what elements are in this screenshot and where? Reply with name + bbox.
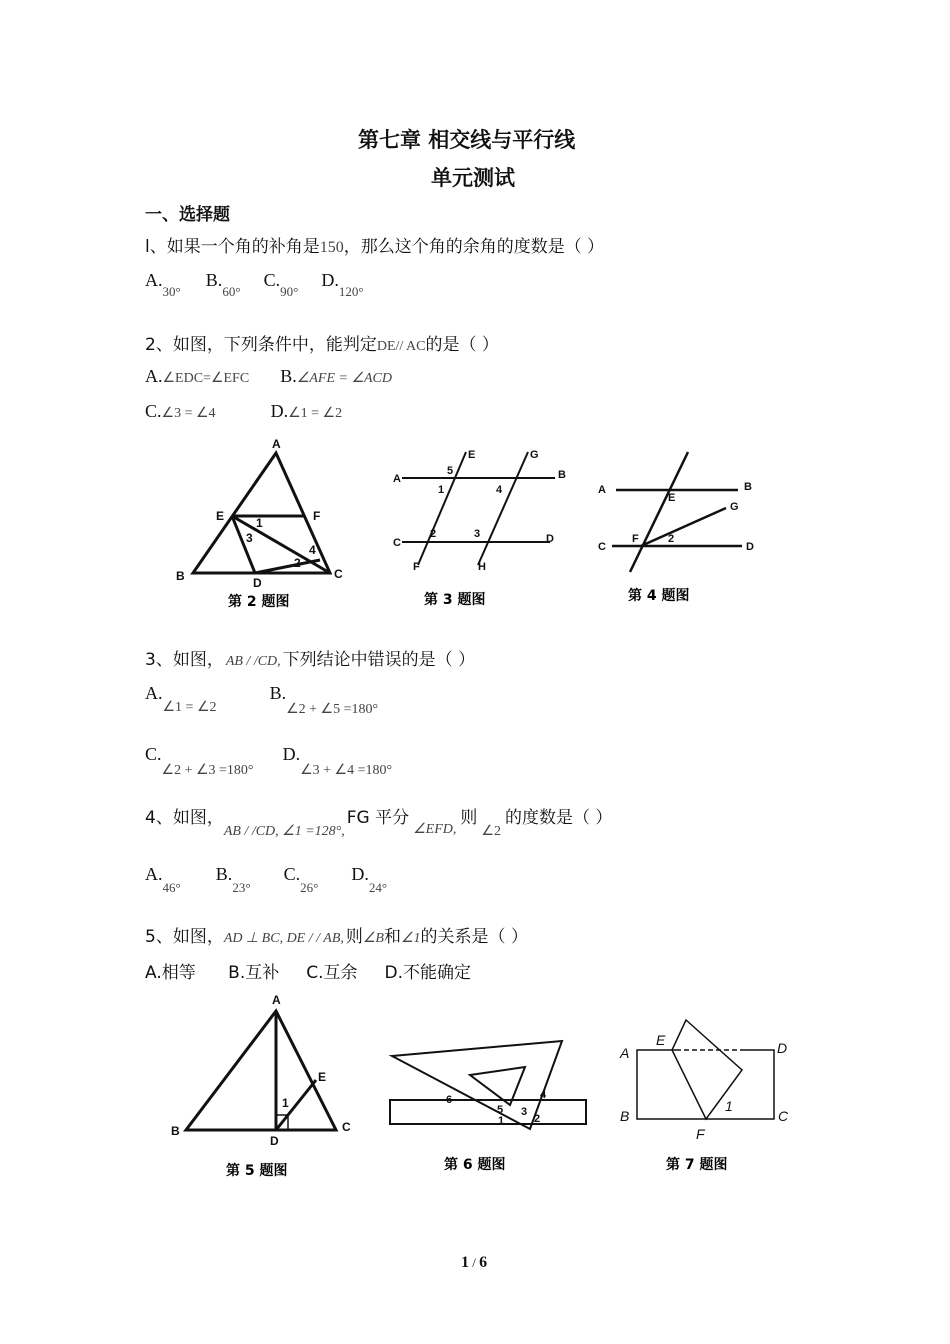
q3-opt-d-label: D. bbox=[282, 744, 301, 764]
fig7-rectangle bbox=[637, 1050, 774, 1119]
fig2-label-b: B bbox=[176, 569, 185, 583]
fig7-label-d: D bbox=[777, 1040, 788, 1056]
q3-opt-b-label: B. bbox=[269, 683, 287, 703]
q4-opt-b: 23° bbox=[232, 880, 251, 895]
fig2-label-e: E bbox=[216, 509, 225, 523]
fig4-label-c: C bbox=[598, 541, 606, 553]
question-5 bbox=[145, 922, 528, 947]
page-title: 第七章 相交线与平行线 bbox=[358, 128, 576, 152]
fig4-line-fg bbox=[641, 508, 726, 546]
q4-cond2: ∠EFD, bbox=[413, 822, 457, 837]
q5-text: 5、如图， bbox=[145, 927, 224, 947]
page-current: 1 bbox=[461, 1254, 469, 1271]
fig5-label-1: 1 bbox=[282, 1096, 289, 1110]
figures-row-2 bbox=[0, 995, 950, 1195]
fig6-label-6: 6 bbox=[446, 1094, 453, 1106]
fig3-label-e: E bbox=[468, 449, 476, 461]
q2-opt-a: ∠EDC=∠EFC bbox=[162, 371, 250, 386]
fig5-triangle bbox=[186, 1011, 336, 1130]
q5-mid: 则 bbox=[345, 927, 363, 947]
q1-options bbox=[145, 270, 364, 299]
fig3-label-a: A bbox=[393, 473, 401, 485]
q2-opt-d: ∠1 = ∠2 bbox=[288, 406, 343, 421]
q4-mid2: 则 bbox=[460, 808, 478, 828]
fig5-label-b: B bbox=[171, 1124, 180, 1138]
q4-opt-d-label: D. bbox=[351, 864, 369, 884]
fig2-caption: 第 2 题图 bbox=[228, 594, 290, 610]
q3-text: 3、如图， bbox=[145, 650, 224, 670]
fig4-label-a: A bbox=[598, 484, 606, 496]
page-total: 6 bbox=[479, 1254, 488, 1271]
fig5-label-e: E bbox=[318, 1070, 327, 1084]
fig6-label-2: 2 bbox=[534, 1113, 541, 1125]
fig3-label-h: H bbox=[478, 561, 486, 573]
q3-opt-b: ∠2 + ∠5 =180° bbox=[286, 702, 379, 717]
fig4-label-2: 2 bbox=[668, 533, 675, 545]
q3-tail: 下列结论中错误的是（ ） bbox=[282, 650, 476, 670]
q3-opt-d: ∠3 + ∠4 =180° bbox=[300, 763, 393, 778]
q3-options-cd bbox=[145, 744, 393, 778]
q2-opt-b-label: B. bbox=[280, 366, 297, 386]
q1-opt-a: 30° bbox=[162, 284, 181, 299]
q1-value: 150 bbox=[319, 239, 344, 256]
fig3-label-g: G bbox=[530, 449, 539, 461]
fig7-label-b: B bbox=[620, 1108, 630, 1124]
fig3-caption: 第 3 题图 bbox=[424, 592, 486, 608]
fig4-line-ef bbox=[630, 452, 688, 572]
fig3-line-ef bbox=[418, 452, 466, 565]
figure-6 bbox=[390, 1041, 586, 1129]
section-heading: 一、选择题 bbox=[145, 205, 230, 225]
fig6-label-4: 4 bbox=[540, 1089, 547, 1101]
fig3-label-4: 4 bbox=[496, 484, 503, 496]
q5-mid2: 和 bbox=[383, 927, 401, 947]
q5-cond: AD ⊥ BC, DE / / AB, bbox=[223, 931, 344, 946]
q1-opt-b: 60° bbox=[222, 284, 241, 299]
fig4-label-g: G bbox=[730, 501, 739, 513]
q1-opt-c-label: C. bbox=[263, 270, 281, 290]
fig7-label-f: F bbox=[696, 1126, 705, 1142]
fig2-label-f: F bbox=[313, 509, 321, 523]
page-number bbox=[461, 1254, 487, 1272]
fig7-label-c: C bbox=[778, 1108, 789, 1124]
fig2-label-1: 1 bbox=[256, 516, 263, 530]
fig3-label-f: F bbox=[413, 561, 420, 573]
fig3-label-3: 3 bbox=[474, 528, 481, 540]
q4-opt-c: 26° bbox=[300, 880, 319, 895]
q1-opt-a-label: A. bbox=[145, 270, 163, 290]
question-3 bbox=[145, 645, 475, 670]
fig4-label-f: F bbox=[632, 533, 639, 545]
q3-opt-c: ∠2 + ∠3 =180° bbox=[161, 763, 254, 778]
fig6-label-5: 5 bbox=[497, 1104, 504, 1116]
q1-opt-d-label: D. bbox=[321, 270, 339, 290]
q4-opt-c-label: C. bbox=[283, 864, 301, 884]
q4-tail: 的度数是（ ） bbox=[504, 808, 613, 828]
q4-opt-b-label: B. bbox=[215, 864, 233, 884]
q4-opt-d: 24° bbox=[368, 880, 388, 895]
q4-mid: FG 平分 bbox=[346, 808, 410, 828]
q4-opt-a-label: A. bbox=[145, 864, 163, 884]
fig5-caption: 第 5 题图 bbox=[226, 1163, 288, 1179]
fig3-label-d: D bbox=[546, 533, 554, 545]
q2-opt-c: ∠3 = ∠4 bbox=[161, 406, 216, 421]
fig7-caption: 第 7 题图 bbox=[666, 1157, 728, 1173]
fig2-line-d bbox=[255, 560, 320, 573]
fig4-label-d: D bbox=[746, 541, 754, 553]
q2-opt-d-label: D. bbox=[270, 401, 289, 421]
fig7-label-e: E bbox=[656, 1032, 666, 1048]
figure-4 bbox=[612, 452, 742, 572]
q3-opt-a-label: A. bbox=[145, 683, 163, 703]
fig2-label-d: D bbox=[253, 576, 262, 590]
q2-opt-b: ∠AFE = ∠ACD bbox=[296, 371, 393, 386]
q5-options: A.相等 B.互补 C.互余 D.不能确定 bbox=[145, 963, 472, 983]
fig3-label-1: 1 bbox=[438, 484, 445, 496]
q1-opt-d: 120° bbox=[338, 284, 364, 299]
q1-opt-b-label: B. bbox=[205, 270, 223, 290]
q1-tail: ，那么这个角的余角的度数是（ ） bbox=[343, 237, 605, 257]
q3-options-ab bbox=[145, 683, 379, 717]
fig6-caption: 第 6 题图 bbox=[444, 1157, 506, 1173]
fig2-label-c: C bbox=[334, 567, 343, 581]
fig4-caption: 第 4 题图 bbox=[628, 588, 690, 604]
q2-opt-c-label: C. bbox=[145, 401, 162, 421]
page-separator: / bbox=[469, 1255, 480, 1270]
fig2-label-3: 3 bbox=[246, 531, 253, 545]
q3-opt-c-label: C. bbox=[145, 744, 162, 764]
q2-cond: DE// AC bbox=[376, 339, 426, 354]
q4-cond: AB / /CD, ∠1 =128°, bbox=[223, 824, 345, 839]
fig3-label-5: 5 bbox=[447, 465, 454, 477]
q1-text: l、如果一个角的补角是 bbox=[145, 237, 320, 257]
question-2 bbox=[145, 330, 499, 355]
fig4-label-b: B bbox=[744, 481, 752, 493]
fig5-label-a: A bbox=[272, 995, 281, 1007]
q5-cond2: ∠B bbox=[362, 931, 384, 946]
q2-text: 2、如图，下列条件中，能判定 bbox=[145, 335, 377, 355]
figure-5 bbox=[186, 1011, 336, 1130]
fig6-label-1: 1 bbox=[498, 1115, 505, 1127]
q2-opt-a-label: A. bbox=[145, 366, 163, 386]
q3-opt-a: ∠1 = ∠2 bbox=[162, 700, 217, 715]
fig3-label-c: C bbox=[393, 537, 401, 549]
question-1 bbox=[145, 232, 604, 257]
q2-tail: 的是（ ） bbox=[425, 335, 499, 355]
q2-options-cd bbox=[145, 401, 342, 422]
q4-options bbox=[145, 864, 388, 895]
fig4-label-e: E bbox=[668, 492, 676, 504]
fig6-label-3: 3 bbox=[521, 1106, 528, 1118]
q3-cond: AB / /CD, bbox=[225, 654, 281, 669]
fig5-label-d: D bbox=[270, 1134, 279, 1148]
fig6-ruler bbox=[390, 1100, 586, 1124]
fig3-label-b: B bbox=[558, 469, 566, 481]
page-subtitle: 单元测试 bbox=[431, 166, 515, 190]
figure-3 bbox=[402, 452, 555, 565]
fig3-line-gh bbox=[478, 452, 528, 565]
q1-opt-c: 90° bbox=[280, 284, 299, 299]
q4-opt-a: 46° bbox=[162, 880, 181, 895]
q4-text: 4、如图， bbox=[145, 808, 224, 828]
q5-tail: 的关系是（ ） bbox=[420, 927, 528, 947]
fig7-label-1: 1 bbox=[725, 1098, 733, 1114]
q2-options-ab bbox=[145, 366, 392, 387]
q4-cond3: ∠2 bbox=[481, 824, 501, 839]
fig2-label-a: A bbox=[272, 437, 281, 451]
fig3-label-2: 2 bbox=[430, 528, 437, 540]
fig5-label-c: C bbox=[342, 1120, 351, 1134]
fig7-label-a: A bbox=[620, 1045, 630, 1061]
q5-cond3: ∠1 bbox=[400, 931, 421, 946]
fig2-label-2: 2 bbox=[294, 556, 301, 570]
figures-row-1 bbox=[0, 430, 950, 620]
fig2-label-4: 4 bbox=[309, 543, 316, 557]
